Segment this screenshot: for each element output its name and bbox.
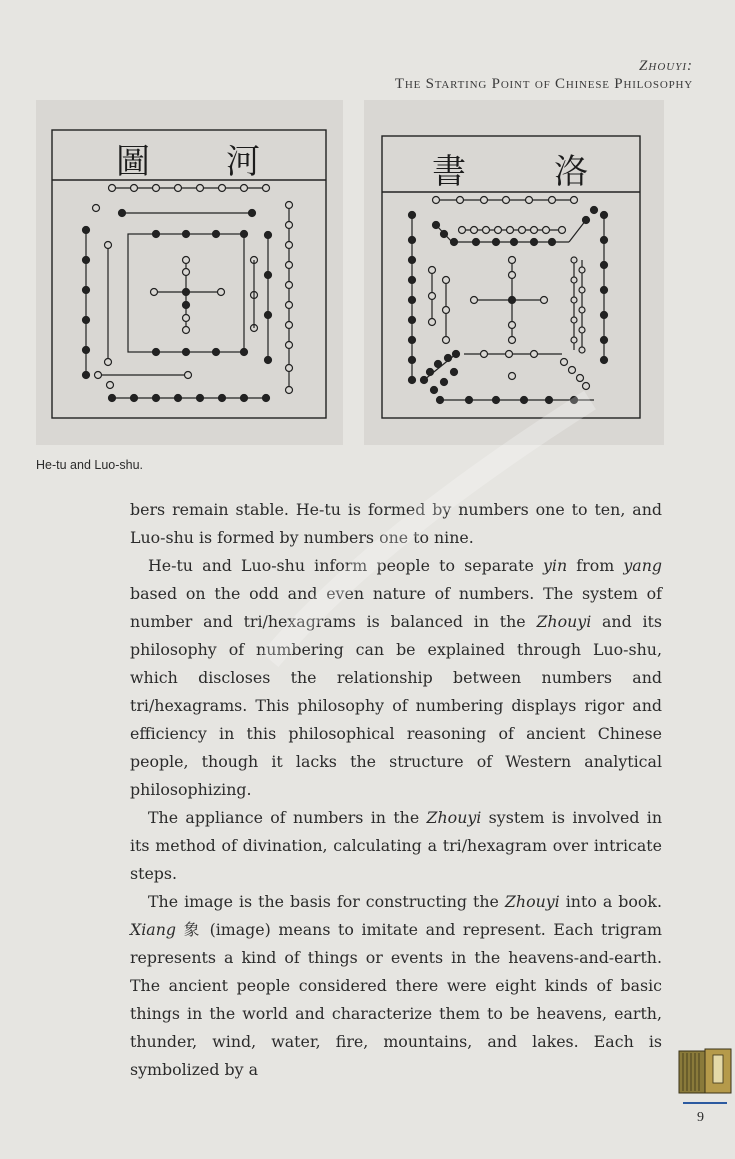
p3-text-b: system is involved in its method of divination, calculating a tri/hexagram over intricate steps. [130,808,662,883]
p4-text-b: into a book. [559,892,662,911]
p4-text-c: 象 (image) means to imitate and represent. Each trigram represents a kind of things or events in the heavens-and-earth. The ancient people considered there were eight kinds of basic things in the world and characterize them to be heavens, earth, thunder, wind, water, fire, mountains, and lakes. Each is symbolized by a [130,920,662,1079]
p2-zhouyi: Zhouyi [536,612,592,631]
luoshu-title-char-2: 洛 [554,152,588,192]
luoshu-figure [364,100,664,445]
page-number-rule [683,1102,727,1104]
p2-text-c: based on the odd and even nature of numbers. The system of number and tri/hexagrams is balanced in the [130,584,662,631]
p4-xiang: Xiang [130,920,177,939]
p2-text-b: from [567,556,624,575]
paragraph-4 [130,888,662,1084]
paragraph-2 [130,552,662,804]
p2-text-d: and its philosophy of numbering can be explained through Luo-shu, which discloses the relationship between numbers and tri/hexagrams. This philosophy of numbering displays rigor and efficiency in this philosophical reasoning of ancient Chinese people, though it lacks the structure of Western analytical philosophizing. [130,612,662,799]
hetu-figure [36,100,343,445]
header-book-title: Zhouyi: [639,58,693,74]
figure-caption: He-tu and Luo-shu. [36,458,144,472]
running-header [395,58,693,93]
luoshu-diagram [364,100,664,445]
body-text [130,496,662,1084]
paragraph-1: bers remain stable. He-tu is formed by numbers one to ten, and Luo-shu is formed by numbers one to nine. [130,500,662,547]
p4-text-a: The image is the basis for constructing the [148,892,505,911]
p4-zhouyi: Zhouyi [504,892,560,911]
book-ornament-icon [677,1047,733,1097]
paragraph-3 [130,804,662,888]
p3-zhouyi: Zhouyi [426,808,482,827]
hetu-diagram [36,100,343,445]
hetu-title-char-1: 圖 [116,142,150,182]
p3-text-a: The appliance of numbers in the [148,808,427,827]
hetu-title-char-2: 河 [226,142,260,182]
p2-text-a: He-tu and Luo-shu inform people to separate [148,556,543,575]
luoshu-title-char-1: 書 [432,152,466,192]
p2-yang: yang [623,556,662,575]
page-number: 9 [697,1110,704,1125]
p2-yin: yin [542,556,568,575]
header-subtitle: The Starting Point of Chinese Philosophy [394,76,693,92]
